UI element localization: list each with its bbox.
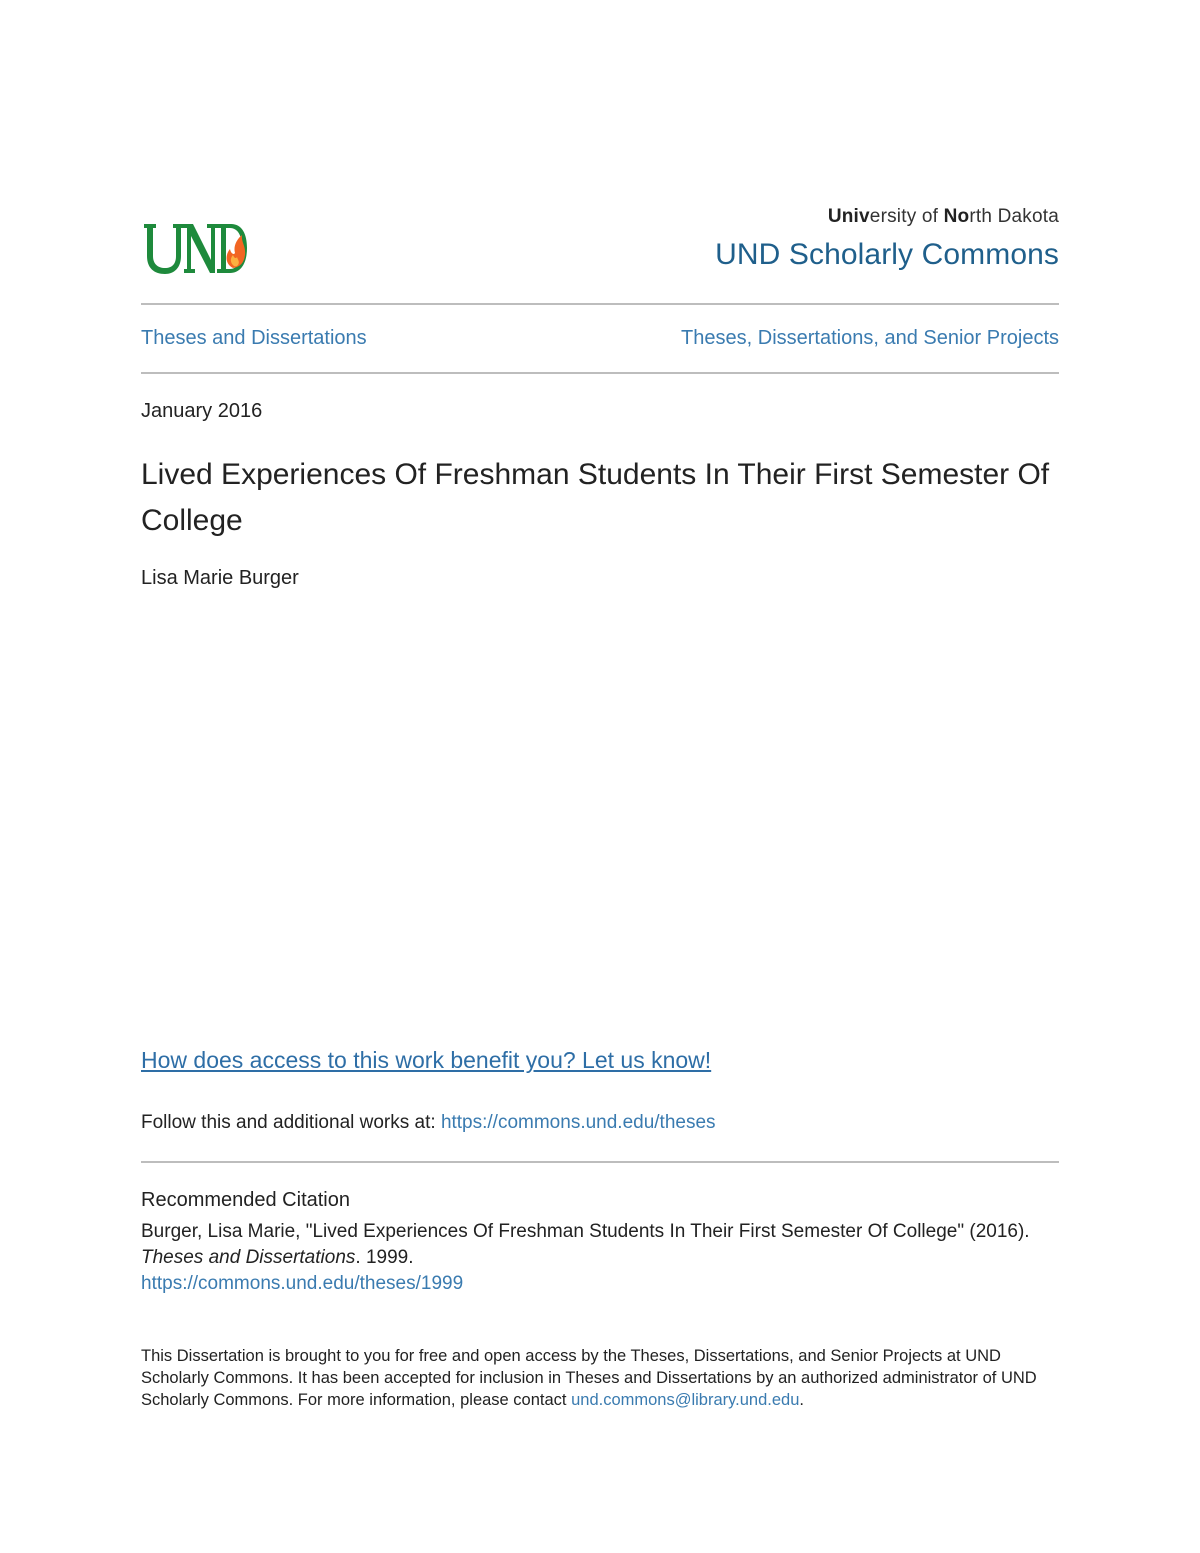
citation-number: . 1999. [355, 1247, 414, 1268]
divider [141, 303, 1059, 305]
citation-series-line [141, 1245, 1059, 1271]
statement-end: . [799, 1391, 804, 1409]
follow-line [141, 1112, 716, 1134]
university-name [715, 206, 1059, 228]
university-name-part: No [943, 206, 970, 227]
citation-url-link[interactable]: https://commons.und.edu/theses/1999 [141, 1273, 464, 1294]
university-name-part: ersity of [869, 206, 944, 227]
citation-heading: Recommended Citation [141, 1189, 350, 1211]
author-name: Lisa Marie Burger [141, 567, 299, 589]
university-name-part: rth Dakota [969, 206, 1059, 227]
publication-date: January 2016 [141, 400, 263, 422]
follow-label: Follow this and additional works at: [141, 1112, 441, 1133]
divider [141, 1161, 1059, 1163]
feedback-link[interactable]: How does access to this work benefit you? Let us know! [141, 1047, 712, 1073]
document-title: Lived Experiences Of Freshman Students In Their First Semester Of College [141, 458, 1050, 537]
divider [141, 372, 1059, 374]
header [141, 200, 1059, 290]
access-statement [141, 1345, 1041, 1411]
repository-link[interactable]: UND Scholarly Commons [715, 238, 1059, 271]
und-logo[interactable] [141, 222, 251, 276]
citation-series: Theses and Dissertations [141, 1247, 356, 1268]
citation-body [141, 1219, 1059, 1297]
follow-url-link[interactable]: https://commons.und.edu/theses [440, 1112, 716, 1133]
statement-text: This Dissertation is brought to you for free and open access by the Theses, Dissertations, and Senior Projects at UND Scholarly Commons. It has been accepted for inclusion in Theses and Dissertations by an authorized administrator of UND Scholarly Commons. For more information, please contact [141, 1347, 1037, 1409]
contact-email-link[interactable]: und.commons@library.und.edu [571, 1391, 800, 1409]
header-right [715, 206, 1059, 272]
citation-text: Burger, Lisa Marie, "Lived Experiences Of Freshman Students In Their First Semester Of College" (2016). [141, 1221, 1030, 1242]
cover-page [141, 0, 1059, 1553]
university-name-part: Univ [827, 206, 870, 227]
breadcrumb-collection[interactable]: Theses, Dissertations, and Senior Projects [681, 327, 1059, 349]
breadcrumb-theses-dissertations[interactable]: Theses and Dissertations [141, 327, 367, 349]
